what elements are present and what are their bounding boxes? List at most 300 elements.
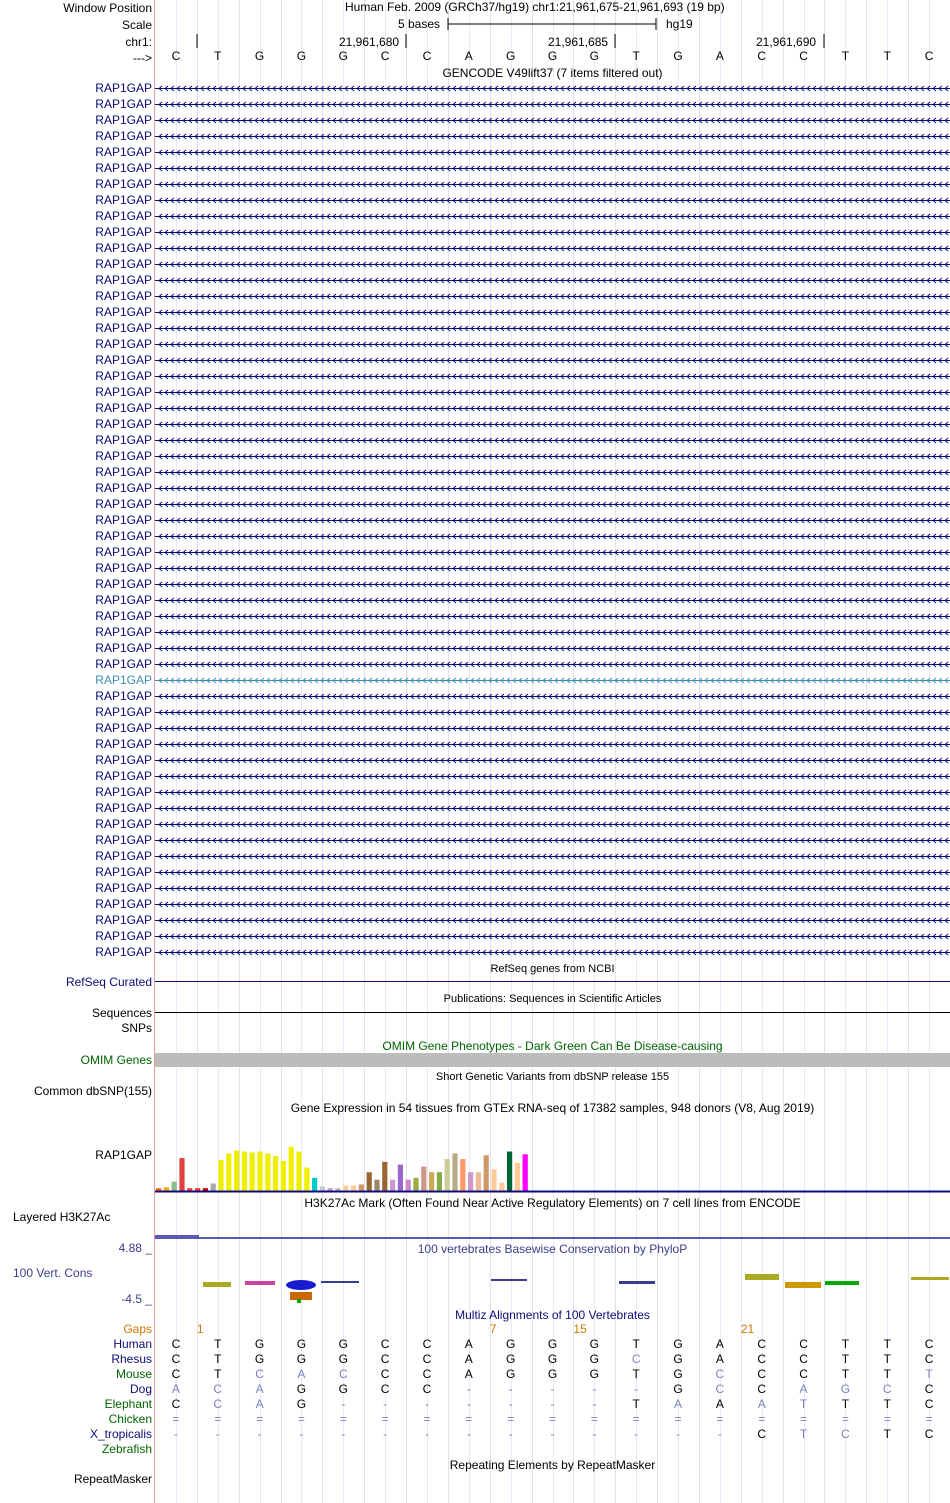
- gencode-gene-label[interactable]: RAP1GAP: [95, 673, 152, 687]
- gencode-gene-label[interactable]: RAP1GAP: [95, 145, 152, 159]
- gencode-transcript[interactable]: [155, 865, 950, 879]
- gencode-gene-label[interactable]: RAP1GAP: [95, 657, 152, 671]
- aligned-base: T: [883, 1352, 891, 1366]
- strand-label[interactable]: --->: [133, 51, 152, 65]
- aligned-base: A: [715, 1352, 724, 1366]
- gencode-track-title[interactable]: GENCODE V49lift37 (7 items filtered out): [442, 66, 663, 80]
- aligned-base: =: [256, 1412, 264, 1426]
- aligned-base: C: [757, 1367, 767, 1381]
- aligned-base: T: [883, 1367, 891, 1381]
- gencode-gene-label[interactable]: RAP1GAP: [95, 625, 152, 639]
- phylop-mark: [745, 1274, 779, 1280]
- aligned-base: -: [466, 1382, 471, 1396]
- aligned-base: -: [173, 1427, 178, 1441]
- species-alignment-row[interactable]: [155, 1367, 950, 1381]
- gtex-tissue-bar: [265, 1153, 270, 1191]
- aligned-base: T: [883, 1337, 891, 1351]
- species-label[interactable]: X_tropicalis: [89, 1427, 152, 1441]
- species-alignment-row[interactable]: [155, 1442, 950, 1456]
- aligned-base: C: [799, 1352, 808, 1366]
- aligned-base: C: [924, 1352, 934, 1366]
- window-position-label[interactable]: Window Position: [63, 1, 152, 15]
- aligned-base: C: [924, 1382, 934, 1396]
- species-alignment-row[interactable]: [155, 1352, 950, 1366]
- omim-feature-bar[interactable]: [155, 1053, 950, 1067]
- phylop-logo[interactable]: [155, 1270, 950, 1306]
- gap-count: 15: [573, 1322, 587, 1336]
- gencode-gene-label[interactable]: RAP1GAP: [95, 545, 152, 559]
- aligned-base: G: [547, 1367, 558, 1381]
- species-label[interactable]: Rhesus: [111, 1352, 152, 1366]
- gencode-transcript[interactable]: [155, 577, 950, 591]
- publications-line[interactable]: [155, 1012, 950, 1013]
- aligned-base: -: [550, 1427, 555, 1441]
- gencode-transcript[interactable]: [155, 209, 950, 223]
- aligned-base: C: [715, 1367, 725, 1381]
- aligned-base: T: [883, 1397, 891, 1411]
- aligned-base: C: [924, 1337, 934, 1351]
- aligned-base: T: [841, 1337, 850, 1351]
- scale-label[interactable]: Scale: [121, 18, 152, 32]
- aligned-base: C: [631, 1352, 641, 1366]
- gtex-tissue-bar: [218, 1160, 223, 1191]
- gtex-track-title[interactable]: Gene Expression in 54 tissues from GTEx RNA-seq of 17382 samples, 948 donors (V8, Aug 2019): [290, 1101, 815, 1115]
- species-alignment-row[interactable]: [155, 1397, 950, 1411]
- gtex-tissue-bar: [429, 1172, 434, 1191]
- aligned-base: -: [215, 1427, 220, 1441]
- gencode-gene-label[interactable]: RAP1GAP: [95, 97, 152, 111]
- phylop-mark: [619, 1281, 655, 1284]
- gencode-gene-label[interactable]: RAP1GAP: [95, 513, 152, 527]
- gencode-gene-label[interactable]: RAP1GAP: [95, 769, 152, 783]
- gencode-transcript[interactable]: [155, 369, 950, 383]
- aligned-base: C: [171, 1337, 181, 1351]
- chrom-label[interactable]: chr1:: [125, 35, 152, 49]
- aligned-base: -: [592, 1382, 597, 1396]
- gencode-gene-label[interactable]: RAP1GAP: [95, 113, 152, 127]
- aligned-base: T: [883, 1427, 891, 1441]
- gencode-transcript[interactable]: [155, 721, 950, 735]
- gencode-transcript[interactable]: [155, 593, 950, 607]
- gencode-gene-label[interactable]: RAP1GAP: [95, 385, 152, 399]
- aligned-base: -: [383, 1427, 388, 1441]
- gencode-transcript[interactable]: [155, 401, 950, 415]
- aligned-base: G: [338, 1337, 348, 1351]
- aligned-base: A: [255, 1382, 264, 1396]
- gencode-transcript[interactable]: [155, 801, 950, 815]
- gencode-transcript[interactable]: [155, 545, 950, 559]
- gencode-gene-label[interactable]: RAP1GAP: [95, 497, 152, 511]
- aligned-base: -: [341, 1427, 346, 1441]
- gtex-tissue-bar: [367, 1172, 372, 1191]
- gencode-transcript[interactable]: [155, 193, 950, 207]
- aligned-base: A: [464, 1352, 473, 1366]
- species-label[interactable]: Chicken: [108, 1412, 152, 1426]
- base-letter: G: [547, 49, 558, 63]
- aligned-base: G: [338, 1382, 348, 1396]
- base-letter: A: [715, 49, 724, 63]
- phylop-mark: [491, 1279, 527, 1281]
- aligned-base: A: [255, 1397, 264, 1411]
- gencode-gene-label[interactable]: RAP1GAP: [95, 849, 152, 863]
- gencode-gene-label[interactable]: RAP1GAP: [95, 833, 152, 847]
- gencode-gene-label[interactable]: RAP1GAP: [95, 321, 152, 335]
- aligned-base: G: [296, 1352, 307, 1366]
- gencode-transcript[interactable]: [155, 145, 950, 159]
- aligned-base: G: [547, 1337, 558, 1351]
- gencode-transcript[interactable]: [155, 817, 950, 831]
- scale-text: 5 bases: [398, 17, 441, 31]
- aligned-base: -: [550, 1382, 555, 1396]
- gencode-gene-label[interactable]: RAP1GAP: [95, 865, 152, 879]
- gencode-transcript[interactable]: [155, 305, 950, 319]
- gencode-transcript[interactable]: [155, 705, 950, 719]
- species-alignment-row[interactable]: [155, 1382, 950, 1396]
- position-tick-label: 21,961,680: [339, 35, 400, 49]
- gtex-tissue-bar: [281, 1161, 286, 1191]
- base-letter: C: [422, 49, 432, 63]
- species-label[interactable]: Dog: [129, 1382, 152, 1396]
- aligned-base: C: [422, 1367, 432, 1381]
- base-letter: G: [254, 49, 265, 63]
- gencode-gene-label[interactable]: RAP1GAP: [95, 81, 152, 95]
- gencode-transcript[interactable]: [155, 849, 950, 863]
- omim-track-title[interactable]: OMIM Gene Phenotypes - Dark Green Can Be Disease-causing: [382, 1039, 723, 1053]
- aligned-base: C: [171, 1367, 181, 1381]
- phylop-mark: [286, 1280, 316, 1290]
- gtex-tissue-bar: [374, 1180, 379, 1191]
- gencode-gene-label[interactable]: RAP1GAP: [95, 641, 152, 655]
- gencode-gene-label[interactable]: RAP1GAP: [95, 433, 152, 447]
- refseq-label[interactable]: RefSeq Curated: [65, 975, 152, 989]
- gtex-tissue-bar: [226, 1153, 231, 1191]
- aligned-base: A: [171, 1382, 180, 1396]
- gencode-transcript[interactable]: [155, 785, 950, 799]
- base-letter: T: [841, 49, 850, 63]
- gencode-transcript[interactable]: [155, 481, 950, 495]
- phylop-label[interactable]: 100 Vert. Cons: [13, 1266, 93, 1280]
- gencode-transcript[interactable]: [155, 913, 950, 927]
- gencode-gene-label[interactable]: RAP1GAP: [95, 929, 152, 943]
- gencode-gene-label[interactable]: RAP1GAP: [95, 945, 152, 959]
- gencode-gene-label[interactable]: RAP1GAP: [95, 353, 152, 367]
- gencode-transcript[interactable]: [155, 449, 950, 463]
- gencode-gene-label[interactable]: RAP1GAP: [95, 561, 152, 575]
- aligned-base: A: [757, 1397, 766, 1411]
- aligned-base: -: [424, 1427, 429, 1441]
- aligned-base: =: [841, 1412, 849, 1426]
- base-letter: T: [883, 49, 891, 63]
- aligned-base: =: [423, 1412, 431, 1426]
- gtex-tissue-bar: [413, 1178, 418, 1191]
- base-sequence-row: [155, 49, 950, 63]
- gencode-transcript[interactable]: [155, 561, 950, 575]
- aligned-base: =: [674, 1412, 682, 1426]
- aligned-base: T: [799, 1427, 808, 1441]
- aligned-base: C: [380, 1352, 390, 1366]
- gencode-transcript[interactable]: [155, 337, 950, 351]
- gencode-gene-label[interactable]: RAP1GAP: [95, 737, 152, 751]
- aligned-base: G: [254, 1337, 265, 1351]
- omim-label[interactable]: OMIM Genes: [80, 1053, 152, 1067]
- gencode-transcript[interactable]: [155, 609, 950, 623]
- gtex-tissue-bar: [343, 1185, 348, 1191]
- gencode-transcript[interactable]: [155, 753, 950, 767]
- aligned-base: A: [674, 1397, 683, 1411]
- track-image-area[interactable]: [155, 0, 950, 1503]
- aligned-base: T: [841, 1367, 850, 1381]
- refseq-track-title[interactable]: RefSeq genes from NCBI: [490, 963, 615, 975]
- species-alignment-row[interactable]: [155, 1337, 950, 1351]
- gtex-tissue-bar: [523, 1154, 528, 1191]
- gencode-gene-label[interactable]: RAP1GAP: [95, 529, 152, 543]
- gencode-gene-label[interactable]: RAP1GAP: [95, 337, 152, 351]
- gencode-gene-label[interactable]: RAP1GAP: [95, 289, 152, 303]
- aligned-base: C: [757, 1337, 767, 1351]
- aligned-base: C: [338, 1367, 348, 1381]
- aligned-base: C: [171, 1352, 181, 1366]
- gap-count: 1: [196, 1322, 204, 1336]
- gencode-gene-label[interactable]: RAP1GAP: [95, 481, 152, 495]
- gencode-gene-label[interactable]: RAP1GAP: [95, 609, 152, 623]
- gencode-transcript[interactable]: [155, 513, 950, 527]
- gencode-gene-label[interactable]: RAP1GAP: [95, 705, 152, 719]
- aligned-base: =: [381, 1412, 389, 1426]
- aligned-base: G: [505, 1367, 516, 1381]
- aligned-base: A: [715, 1397, 724, 1411]
- gencode-transcript[interactable]: [155, 273, 950, 287]
- aligned-base: =: [297, 1412, 305, 1426]
- gencode-gene-label[interactable]: RAP1GAP: [95, 721, 152, 735]
- gencode-transcript[interactable]: [155, 177, 950, 191]
- multiz-track-title[interactable]: Multiz Alignments of 100 Vertebrates: [455, 1308, 650, 1322]
- aligned-base: G: [338, 1352, 348, 1366]
- gencode-transcript[interactable]: [155, 385, 950, 399]
- publications-track-title[interactable]: Publications: Sequences in Scientific Articles: [443, 993, 662, 1005]
- gencode-gene-label[interactable]: RAP1GAP: [95, 577, 152, 591]
- gencode-transcript[interactable]: [155, 113, 950, 127]
- phylop-max: 4.88 _: [118, 1241, 152, 1255]
- aligned-base: G: [505, 1337, 516, 1351]
- dbsnp-track-title[interactable]: Short Genetic Variants from dbSNP release 155: [435, 1071, 670, 1083]
- gtex-tissue-bar: [172, 1182, 177, 1191]
- gencode-transcript[interactable]: [155, 625, 950, 639]
- snps-label[interactable]: SNPs: [121, 1021, 152, 1035]
- gencode-transcript[interactable]: [155, 769, 950, 783]
- species-label[interactable]: Elephant: [104, 1397, 152, 1411]
- gencode-gene-label[interactable]: RAP1GAP: [95, 241, 152, 255]
- gencode-transcript[interactable]: [155, 161, 950, 175]
- gencode-gene-label[interactable]: RAP1GAP: [95, 753, 152, 767]
- gencode-transcript[interactable]: [155, 289, 950, 303]
- base-letter: C: [924, 49, 934, 63]
- phylop-mark: [290, 1292, 312, 1300]
- gtex-tissue-bar: [289, 1147, 294, 1191]
- base-letter: C: [380, 49, 390, 63]
- gencode-transcript[interactable]: [155, 225, 950, 239]
- gencode-gene-label[interactable]: RAP1GAP: [95, 897, 152, 911]
- gtex-label[interactable]: RAP1GAP: [95, 1148, 152, 1162]
- aligned-base: -: [466, 1427, 471, 1441]
- gtex-tissue-bar: [273, 1156, 278, 1191]
- aligned-base: =: [632, 1412, 640, 1426]
- publications-label[interactable]: Sequences: [91, 1006, 152, 1020]
- gap-count: 7: [489, 1322, 497, 1336]
- aligned-base: C: [213, 1397, 223, 1411]
- species-label[interactable]: Zebrafish: [101, 1442, 152, 1456]
- aligned-base: -: [341, 1397, 346, 1411]
- gencode-gene-label[interactable]: RAP1GAP: [95, 209, 152, 223]
- gencode-gene-label[interactable]: RAP1GAP: [95, 465, 152, 479]
- gencode-gene-label[interactable]: RAP1GAP: [95, 273, 152, 287]
- gtex-tissue-bar: [250, 1152, 255, 1191]
- gencode-gene-label[interactable]: RAP1GAP: [95, 305, 152, 319]
- base-letter: G: [589, 49, 599, 63]
- aligned-base: C: [882, 1382, 892, 1396]
- aligned-base: G: [673, 1367, 683, 1381]
- gencode-transcript[interactable]: [155, 257, 950, 271]
- gtex-tissue-bar: [398, 1165, 403, 1191]
- gencode-transcript[interactable]: [155, 81, 950, 95]
- aligned-base: =: [339, 1412, 347, 1426]
- gencode-gene-label[interactable]: RAP1GAP: [95, 417, 152, 431]
- gencode-transcript[interactable]: [155, 417, 950, 431]
- h3k27ac-track-title[interactable]: H3K27Ac Mark (Often Found Near Active Regulatory Elements) on 7 cell lines from ENCODE: [304, 1196, 801, 1210]
- aligned-base: -: [634, 1427, 639, 1441]
- track-label-column: [0, 0, 154, 1503]
- gencode-gene-label[interactable]: RAP1GAP: [95, 881, 152, 895]
- repeatmasker-label[interactable]: RepeatMasker: [73, 1472, 152, 1486]
- aligned-base: -: [592, 1427, 597, 1441]
- gencode-transcript[interactable]: [155, 241, 950, 255]
- gencode-transcript[interactable]: [155, 433, 950, 447]
- gencode-gene-label[interactable]: RAP1GAP: [95, 257, 152, 271]
- gencode-transcript[interactable]: [155, 321, 950, 335]
- gtex-tissue-bar: [476, 1172, 481, 1191]
- gencode-transcript[interactable]: [155, 353, 950, 367]
- aligned-base: C: [924, 1397, 934, 1411]
- aligned-base: -: [424, 1397, 429, 1411]
- aligned-base: C: [841, 1427, 850, 1441]
- gencode-transcript[interactable]: [155, 673, 950, 687]
- species-alignment-row[interactable]: [155, 1412, 950, 1426]
- position-tick-label: 21,961,690: [756, 35, 817, 49]
- aligned-base: G: [589, 1367, 599, 1381]
- gencode-transcript[interactable]: [155, 689, 950, 703]
- gencode-gene-label[interactable]: RAP1GAP: [95, 177, 152, 191]
- aligned-base: C: [380, 1382, 390, 1396]
- species-label[interactable]: Mouse: [115, 1367, 152, 1381]
- gtex-tissue-bar: [484, 1155, 489, 1191]
- gencode-transcript[interactable]: [155, 97, 950, 111]
- gencode-transcript[interactable]: [155, 945, 950, 959]
- gtex-tissue-bar: [296, 1152, 301, 1191]
- base-letter: G: [673, 49, 683, 63]
- dbsnp-label[interactable]: Common dbSNP(155): [33, 1084, 152, 1098]
- gencode-gene-label[interactable]: RAP1GAP: [95, 593, 152, 607]
- base-letter: C: [757, 49, 767, 63]
- gencode-transcript[interactable]: [155, 129, 950, 143]
- aligned-base: G: [254, 1352, 265, 1366]
- h3k27ac-signal-peak[interactable]: [155, 1235, 199, 1238]
- base-letter: G: [296, 49, 307, 63]
- aligned-base: G: [673, 1352, 683, 1366]
- gtex-tissue-bar: [437, 1172, 442, 1191]
- species-label[interactable]: Human: [113, 1337, 152, 1351]
- gencode-transcript[interactable]: [155, 881, 950, 895]
- position-tick-label: 21,961,685: [548, 35, 609, 49]
- gencode-gene-label[interactable]: RAP1GAP: [95, 785, 152, 799]
- aligned-base: =: [716, 1412, 724, 1426]
- aligned-base: C: [799, 1367, 808, 1381]
- gencode-gene-label[interactable]: RAP1GAP: [95, 369, 152, 383]
- gencode-gene-label[interactable]: RAP1GAP: [95, 129, 152, 143]
- gtex-tissue-bar: [359, 1184, 364, 1191]
- gencode-transcript[interactable]: [155, 657, 950, 671]
- gencode-gene-label[interactable]: RAP1GAP: [95, 801, 152, 815]
- aligned-base: A: [799, 1382, 808, 1396]
- gencode-transcript[interactable]: [155, 497, 950, 511]
- gencode-gene-label[interactable]: RAP1GAP: [95, 817, 152, 831]
- h3k27ac-signal-baseline[interactable]: [155, 1237, 950, 1239]
- gtex-tissue-bar: [312, 1178, 317, 1191]
- aligned-base: C: [422, 1382, 432, 1396]
- gencode-gene-label[interactable]: RAP1GAP: [95, 689, 152, 703]
- gencode-transcript[interactable]: [155, 833, 950, 847]
- refseq-gene-line[interactable]: [155, 981, 950, 982]
- gencode-transcript[interactable]: [155, 897, 950, 911]
- gencode-gene-label[interactable]: RAP1GAP: [95, 193, 152, 207]
- gtex-tissue-bar: [179, 1158, 184, 1191]
- repeatmasker-track-title[interactable]: Repeating Elements by RepeatMasker: [449, 1458, 656, 1472]
- species-alignment-row[interactable]: [155, 1427, 950, 1441]
- aligned-base: =: [590, 1412, 598, 1426]
- gencode-gene-label[interactable]: RAP1GAP: [95, 161, 152, 175]
- gtex-tissue-bar: [164, 1187, 169, 1191]
- gencode-transcript[interactable]: [155, 737, 950, 751]
- gtex-bar-chart[interactable]: [155, 1113, 950, 1193]
- aligned-base: -: [508, 1397, 513, 1411]
- gencode-gene-label[interactable]: RAP1GAP: [95, 913, 152, 927]
- phylop-mark: [203, 1282, 231, 1287]
- aligned-base: C: [757, 1352, 767, 1366]
- gtex-tissue-bar: [460, 1159, 465, 1191]
- gencode-transcript[interactable]: [155, 641, 950, 655]
- h3k27ac-label[interactable]: Layered H3K27Ac: [13, 1210, 111, 1224]
- aligned-base: G: [673, 1382, 683, 1396]
- phylop-track-title[interactable]: 100 vertebrates Basewise Conservation by PhyloP: [417, 1242, 688, 1256]
- base-letter: G: [338, 49, 348, 63]
- aligned-base: -: [717, 1427, 722, 1441]
- gencode-transcript[interactable]: [155, 529, 950, 543]
- phylop-mark: [911, 1277, 949, 1280]
- phylop-mark: [297, 1299, 301, 1303]
- gencode-gene-label[interactable]: RAP1GAP: [95, 449, 152, 463]
- gencode-transcript[interactable]: [155, 929, 950, 943]
- aligned-base: T: [841, 1352, 850, 1366]
- aligned-base: -: [634, 1382, 639, 1396]
- gencode-gene-label[interactable]: RAP1GAP: [95, 401, 152, 415]
- gtex-tissue-bar: [320, 1186, 325, 1191]
- phylop-mark: [825, 1281, 859, 1285]
- aligned-base: G: [840, 1382, 851, 1396]
- gtex-tissue-bar: [515, 1163, 520, 1191]
- gencode-gene-label[interactable]: RAP1GAP: [95, 225, 152, 239]
- gencode-transcript[interactable]: [155, 465, 950, 479]
- aligned-base: =: [883, 1412, 891, 1426]
- aligned-base: C: [171, 1397, 181, 1411]
- aligned-base: G: [589, 1337, 599, 1351]
